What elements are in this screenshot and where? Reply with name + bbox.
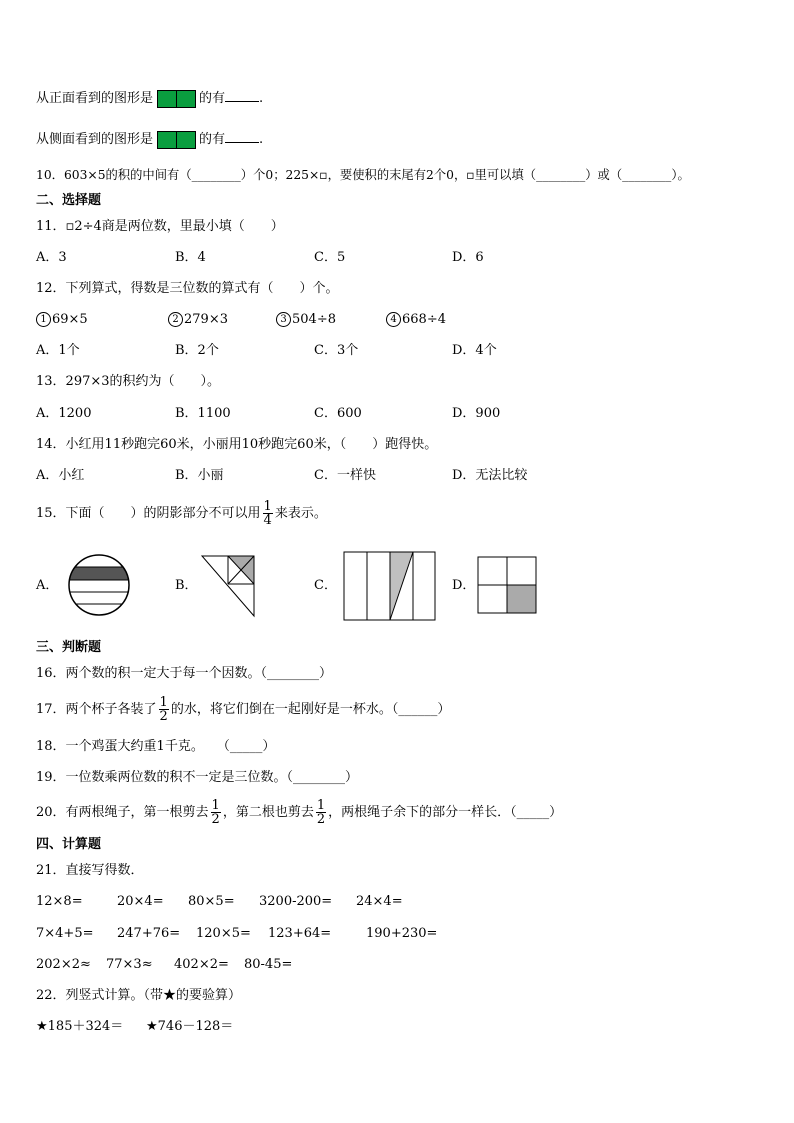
section-title-choice: 二、选择题 — [36, 193, 102, 208]
option-b[interactable]: B． — [175, 578, 198, 593]
rectangle-strips-figure — [342, 550, 438, 624]
vertical-calc-item: ★185＋324＝ — [36, 1019, 124, 1034]
calc-item: 402×2= — [174, 957, 229, 972]
option-b[interactable]: B．2个 — [175, 343, 219, 358]
frac-numerator: 1 — [211, 798, 220, 813]
option-b[interactable]: B．1100 — [175, 406, 231, 421]
section-title-calc: 四、计算题 — [36, 837, 102, 852]
green-squares-figure — [157, 90, 195, 108]
question-20 — [36, 793, 562, 833]
frac-denominator: 4 — [263, 513, 272, 528]
q9-end-dot: . — [259, 91, 264, 106]
calc-item: 247+76= — [117, 926, 181, 941]
q9-side-prefix: 从侧面看到的图形是 — [36, 132, 154, 147]
fraction-one-half — [316, 799, 326, 826]
option-a[interactable]: A．小红 — [36, 468, 85, 483]
calc-item: 24×4= — [356, 894, 403, 909]
option-a[interactable]: A．1个 — [36, 343, 80, 358]
q12-item-1 — [36, 311, 88, 329]
option-a[interactable]: A．3 — [36, 250, 67, 265]
q20-after: ，两根绳子余下的部分一样长．（_____） — [328, 805, 563, 820]
triangle-figure — [200, 554, 258, 618]
question-17 — [36, 690, 450, 730]
vertical-calc-item: ★746－128＝ — [146, 1019, 234, 1034]
fraction-one-half — [159, 696, 169, 723]
calc-item: 77×3≈ — [106, 957, 153, 972]
question-18: 18．一个鸡蛋大约重1千克。 （_____） — [36, 739, 276, 754]
question-19: 19．一位数乘两位数的积不一定是三位数。（________） — [36, 770, 359, 785]
calc-item: 190+230= — [366, 926, 438, 941]
calc-item: 202×2≈ — [36, 957, 91, 972]
frac-denominator: 2 — [159, 709, 168, 724]
q12-item-4 — [386, 311, 446, 329]
fraction-one-half — [211, 799, 221, 826]
frac-numerator: 1 — [316, 798, 326, 813]
q9-end-dot: . — [259, 132, 264, 147]
q9-side-line — [36, 130, 263, 149]
q9-front-line — [36, 89, 263, 108]
calc-item: 120×5= — [196, 926, 251, 941]
frac-numerator: 1 — [263, 499, 272, 514]
option-d[interactable]: D．6 — [452, 250, 484, 265]
q20-middle: ，第二根也剪去 — [222, 805, 314, 820]
calc-item: 80×5= — [188, 894, 235, 909]
question-11: 11．▫2÷4商是两位数，里最小填（ ） — [36, 219, 284, 234]
calc-item: 12×8= — [36, 894, 83, 909]
calc-item: 3200-200= — [259, 894, 333, 909]
section-title-judge: 三、判断题 — [36, 640, 102, 655]
question-15 — [36, 494, 327, 534]
calc-item: 7×4+5= — [36, 926, 94, 941]
calc-item: 20×4= — [117, 894, 164, 909]
option-c[interactable]: C． — [314, 578, 337, 593]
question-13: 13．297×3的积约为（ ）。 — [36, 374, 221, 389]
green-squares-figure — [157, 131, 195, 149]
answer-blank[interactable] — [225, 89, 259, 102]
q12-expr: 504÷8 — [292, 312, 336, 327]
option-a[interactable]: A．1200 — [36, 406, 92, 421]
question-22: 22．列竖式计算。（带★的要验算） — [36, 988, 242, 1003]
fraction-one-quarter — [263, 500, 273, 527]
option-c[interactable]: C．一样快 — [314, 468, 376, 483]
q12-expr: 69×5 — [52, 312, 88, 327]
q12-expr: 279×3 — [184, 312, 228, 327]
option-c[interactable]: C．600 — [314, 406, 362, 421]
circle-striped-figure — [66, 553, 132, 617]
option-b[interactable]: B．4 — [175, 250, 206, 265]
answer-blank[interactable] — [225, 130, 259, 143]
circled-number: 4 — [386, 312, 401, 327]
option-a[interactable]: A． — [36, 578, 59, 593]
option-d[interactable]: D．900 — [452, 406, 501, 421]
q12-item-3 — [276, 311, 336, 329]
q12-item-2 — [168, 311, 228, 329]
question-21: 21．直接写得数． — [36, 863, 144, 878]
q12-expr: 668÷4 — [402, 312, 446, 327]
grid-square-figure — [477, 556, 539, 616]
question-16: 16．两个数的积一定大于每一个因数。（________） — [36, 666, 333, 681]
q9-front-suffix: 的有 — [199, 91, 226, 106]
question-14: 14．小红用11秒跑完60米，小丽用10秒跑完60米，（ ）跑得快。 — [36, 437, 438, 452]
option-c[interactable]: C．5 — [314, 250, 346, 265]
calc-item: 123+64= — [268, 926, 332, 941]
circled-number: 1 — [36, 312, 51, 327]
circled-number: 2 — [168, 312, 183, 327]
question-12: 12．下列算式，得数是三位数的算式有（ ）个。 — [36, 281, 339, 296]
frac-denominator: 2 — [211, 812, 220, 827]
q9-front-prefix: 从正面看到的图形是 — [36, 91, 154, 106]
option-d[interactable]: D．4个 — [452, 343, 497, 358]
q9-side-suffix: 的有 — [199, 132, 226, 147]
q15-stem-before: 15．下面（ ）的阴影部分不可以用 — [36, 506, 261, 521]
option-d[interactable]: D． — [452, 578, 476, 593]
q17-before: 17．两个杯子各装了 — [36, 702, 157, 717]
circled-number: 3 — [276, 312, 291, 327]
q20-before: 20．有两根绳子，第一根剪去 — [36, 805, 209, 820]
question-10: 10．603×5的积的中间有（________）个0；225×▫，要使积的末尾有2个0，▫里可以填（________）或（________）。 — [36, 168, 690, 182]
option-b[interactable]: B．小丽 — [175, 468, 224, 483]
frac-numerator: 1 — [159, 695, 168, 710]
q17-after: 的水，将它们倒在一起刚好是一杯水。（______） — [170, 702, 451, 717]
q15-stem-after: 来表示。 — [274, 506, 327, 521]
option-c[interactable]: C．3个 — [314, 343, 359, 358]
frac-denominator: 2 — [316, 812, 326, 827]
calc-item: 80-45= — [244, 957, 293, 972]
option-d[interactable]: D．无法比较 — [452, 468, 528, 483]
